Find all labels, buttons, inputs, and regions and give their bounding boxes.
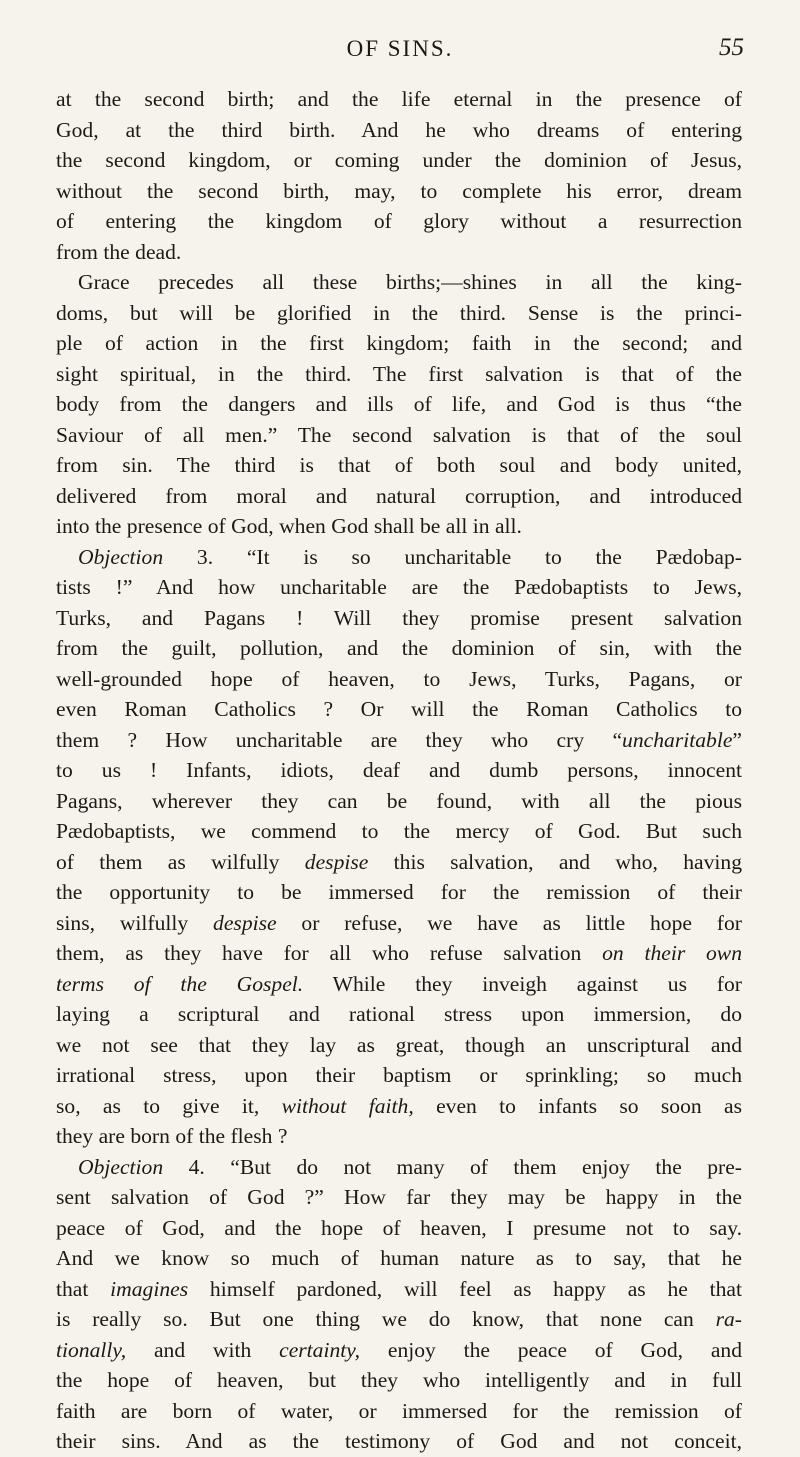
text-line — [56, 1121, 742, 1152]
text-line — [56, 481, 742, 512]
text-line — [56, 450, 742, 481]
text-segment: is really so. But one thing we do know, that none can — [56, 1307, 716, 1331]
text-segment: them ? How uncharitable are they who cry “ — [56, 727, 623, 752]
text-segment: While they inveigh against us for — [303, 971, 742, 996]
italic-segment: Objection — [78, 544, 164, 569]
text-line — [56, 725, 742, 756]
text-line — [56, 908, 742, 939]
text-segment: from sin. The third is that of both soul and body united, — [56, 453, 742, 477]
text-segment: ple of action in the first kingdom; faith in the second; and — [56, 331, 742, 355]
italic-segment: on their own — [602, 941, 742, 965]
text-line — [56, 84, 742, 115]
text-line — [56, 115, 742, 146]
text-line — [56, 786, 742, 817]
text-line — [56, 1091, 742, 1122]
text-line — [56, 267, 742, 298]
text-segment: even to infants so soon as — [413, 1093, 743, 1118]
text-line — [56, 328, 742, 359]
text-line — [56, 1396, 742, 1427]
italic-segment: Objection — [78, 1154, 164, 1179]
text-segment: the second kingdom, or coming under the dominion of Jesus, — [56, 148, 742, 172]
text-segment: of them as wilfully — [56, 849, 305, 874]
text-line — [56, 1274, 742, 1305]
text-segment: And we know so much of human nature as to say, that he — [56, 1246, 742, 1270]
text-segment: himself pardoned, will feel as happy as he that — [188, 1276, 743, 1301]
text-line — [56, 1152, 742, 1183]
text-line — [56, 999, 742, 1030]
text-segment: sins, wilfully — [56, 910, 214, 935]
text-line — [56, 1426, 742, 1457]
text-line — [56, 633, 742, 664]
text-line — [56, 542, 742, 573]
italic-segment: imagines — [110, 1276, 189, 1301]
text-line — [56, 1304, 742, 1335]
text-line — [56, 237, 742, 268]
text-segment: enjoy the peace of God, and — [360, 1337, 743, 1362]
text-segment: we not see that they lay as great, though an unscriptural and — [56, 1032, 742, 1057]
text-line — [56, 145, 742, 176]
text-line — [56, 969, 742, 1000]
text-segment: they are born of the flesh ? — [56, 1124, 288, 1148]
text-segment: Pædobaptists, we commend to the mercy of God. But such — [56, 819, 742, 843]
text-line — [56, 1335, 742, 1366]
text-line — [56, 694, 742, 725]
text-line — [56, 877, 742, 908]
italic-segment: without faith, — [281, 1093, 414, 1118]
text-segment: faith are born of water, or immersed for the remission of — [56, 1398, 742, 1423]
text-segment: tists !” And how uncharitable are the Pædobaptists to Jews, — [56, 575, 742, 599]
text-line — [56, 1365, 742, 1396]
italic-segment: ra- — [715, 1307, 742, 1331]
text-segment: body from the dangers and ills of life, and God is thus “the — [56, 392, 742, 416]
text-segment: sent salvation of God ?” How far they may be happy in the — [56, 1185, 742, 1209]
text-line — [56, 298, 742, 329]
text-segment: and with — [126, 1337, 280, 1362]
text-segment: at the second birth; and the life eternal in the presence of — [56, 87, 742, 111]
text-line — [56, 511, 742, 542]
text-segment: delivered from moral and natural corruption, and introduced — [56, 483, 742, 508]
text-segment: doms, but will be glorified in the third. Sense is the princi- — [56, 300, 742, 325]
text-line — [56, 1213, 742, 1244]
text-line — [56, 389, 742, 420]
text-segment: Saviour of all men.” The second salvation is that of the soul — [56, 422, 742, 447]
italic-segment: uncharitable — [622, 727, 733, 752]
text-segment: that — [56, 1276, 111, 1301]
text-line — [56, 176, 742, 207]
text-line — [56, 1182, 742, 1213]
text-segment: peace of God, and the hope of heaven, I presume not to say. — [56, 1215, 742, 1240]
text-segment: from the guilt, pollution, and the dominion of sin, with the — [56, 636, 742, 660]
page-number: 55 — [719, 34, 744, 61]
text-line — [56, 755, 742, 786]
text-segment: so, as to give it, — [56, 1093, 282, 1118]
italic-segment: terms of the Gospel. — [56, 971, 304, 996]
text-line — [56, 420, 742, 451]
text-segment: irrational stress, upon their baptism or sprinkling; so much — [56, 1063, 742, 1087]
text-line — [56, 938, 742, 969]
text-segment: this salvation, and who, having — [368, 849, 743, 874]
text-segment: Turks, and Pagans ! Will they promise present salvation — [56, 605, 742, 630]
text-segment: their sins. And as the testimony of God and not conceit, — [56, 1429, 742, 1453]
running-head: OF SINS. — [346, 36, 454, 61]
italic-segment: despise — [213, 910, 277, 935]
text-line — [56, 572, 742, 603]
italic-segment: certainty, — [279, 1337, 361, 1362]
text-segment: the opportunity to be immersed for the remission of their — [56, 880, 742, 904]
text-segment: ” — [732, 727, 742, 752]
text-segment: 4. “But do not many of them enjoy the pre- — [163, 1154, 742, 1179]
text-segment: 3. “It is so uncharitable to the Pædobap- — [163, 544, 742, 569]
body-text — [56, 84, 742, 1457]
text-segment: laying a scriptural and rational stress upon immersion, do — [56, 1002, 742, 1026]
text-segment: to us ! Infants, idiots, deaf and dumb persons, innocent — [56, 758, 742, 782]
text-segment: without the second birth, may, to complete his error, dream — [56, 178, 742, 203]
text-line — [56, 359, 742, 390]
text-segment: from the dead. — [56, 239, 182, 264]
text-segment: God, at the third birth. And he who dreams of entering — [56, 117, 742, 142]
text-segment: Pagans, wherever they can be found, with all the pious — [56, 788, 742, 813]
text-segment: sight spiritual, in the third. The first salvation is that of the — [56, 361, 742, 386]
italic-segment: tionally, — [56, 1337, 127, 1362]
text-segment: well-grounded hope of heaven, to Jews, Turks, Pagans, or — [56, 666, 742, 691]
text-line — [56, 816, 742, 847]
text-segment: Grace precedes all these births;—shines in all the king- — [78, 270, 742, 294]
page-header — [56, 36, 744, 70]
text-segment: the hope of heaven, but they who intelligently and in full — [56, 1368, 742, 1392]
text-line — [56, 1243, 742, 1274]
text-line — [56, 1060, 742, 1091]
text-line — [56, 847, 742, 878]
italic-segment: despise — [304, 849, 369, 874]
text-line — [56, 206, 742, 237]
text-segment: of entering the kingdom of glory without a resurrection — [56, 209, 742, 233]
text-segment: into the presence of God, when God shall be all in all. — [56, 514, 522, 538]
text-line — [56, 1030, 742, 1061]
text-line — [56, 603, 742, 634]
text-segment: even Roman Catholics ? Or will the Roman Catholics to — [56, 697, 742, 721]
text-segment: them, as they have for all who refuse salvation — [56, 941, 603, 965]
text-segment: or refuse, we have as little hope for — [276, 910, 742, 935]
text-line — [56, 664, 742, 695]
